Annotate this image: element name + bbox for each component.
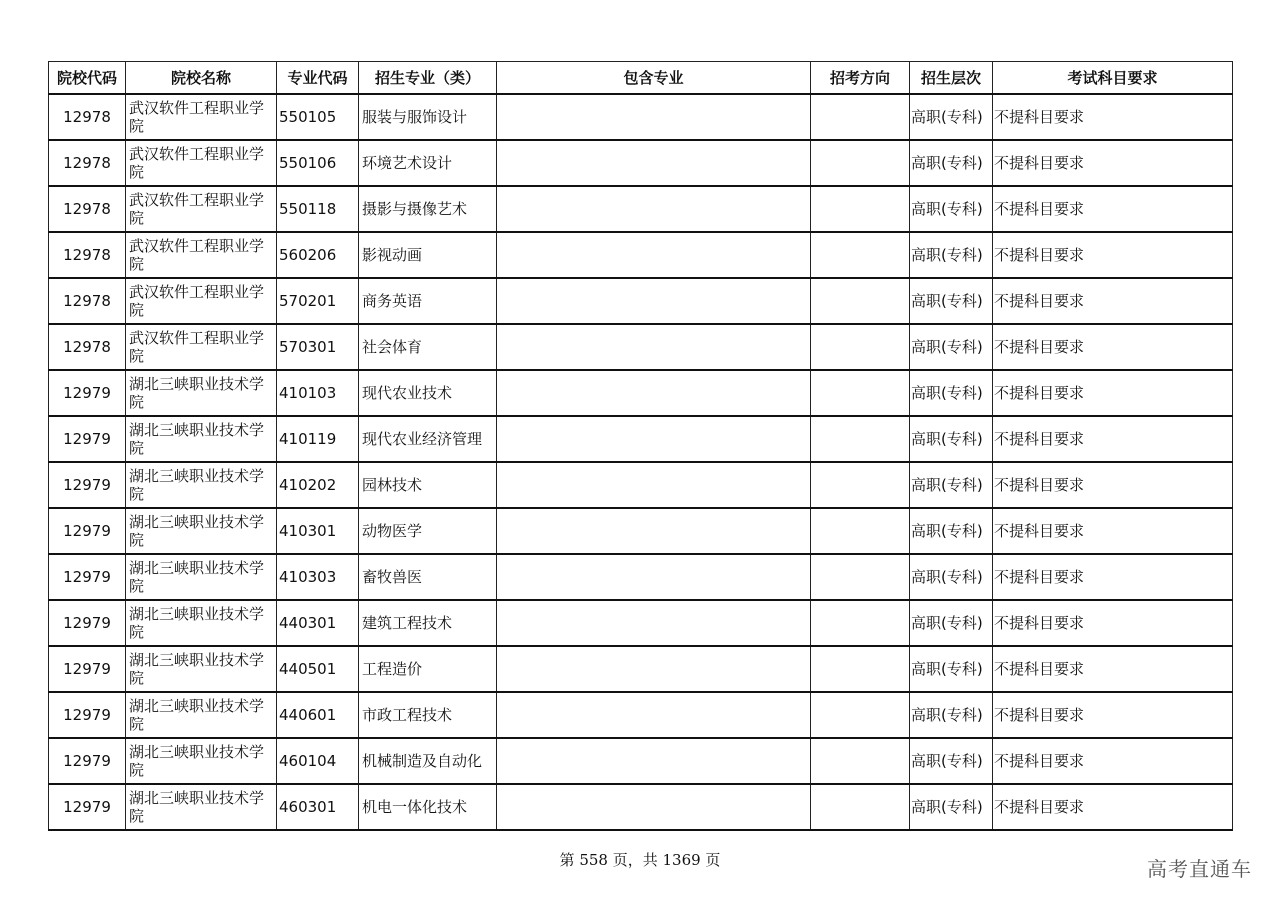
school-name-cell: 武汉软件工程职业学院 <box>126 94 277 140</box>
table-row <box>49 140 1233 186</box>
school-code-cell: 12979 <box>49 370 126 416</box>
subject-requirement-cell: 不提科目要求 <box>993 692 1233 738</box>
school-code-cell: 12979 <box>49 600 126 646</box>
major-name-cell: 现代农业技术 <box>359 370 497 416</box>
major-code-cell: 570301 <box>277 324 359 370</box>
header-level: 招生层次 <box>910 62 993 94</box>
table-row <box>49 370 1233 416</box>
major-name-cell: 影视动画 <box>359 232 497 278</box>
table-row <box>49 416 1233 462</box>
school-name-cell: 湖北三峡职业技术学院 <box>126 646 277 692</box>
major-code-cell: 410119 <box>277 416 359 462</box>
direction-cell <box>811 600 910 646</box>
level-cell: 高职(专科) <box>910 508 993 554</box>
school-code-cell: 12978 <box>49 94 126 140</box>
school-code-cell: 12979 <box>49 646 126 692</box>
school-code-cell: 12979 <box>49 416 126 462</box>
subject-requirement-cell: 不提科目要求 <box>993 232 1233 278</box>
direction-cell <box>811 94 910 140</box>
included-majors-cell <box>497 462 811 508</box>
included-majors-cell <box>497 94 811 140</box>
school-name-cell: 湖北三峡职业技术学院 <box>126 554 277 600</box>
included-majors-cell <box>497 600 811 646</box>
school-name-cell: 湖北三峡职业技术学院 <box>126 370 277 416</box>
school-code-cell: 12978 <box>49 140 126 186</box>
included-majors-cell <box>497 186 811 232</box>
major-name-cell: 环境艺术设计 <box>359 140 497 186</box>
level-cell: 高职(专科) <box>910 140 993 186</box>
major-name-cell: 市政工程技术 <box>359 692 497 738</box>
school-code-cell: 12979 <box>49 692 126 738</box>
included-majors-cell <box>497 416 811 462</box>
major-name-cell: 园林技术 <box>359 462 497 508</box>
table-row <box>49 278 1233 324</box>
enrollment-table <box>48 61 1233 831</box>
included-majors-cell <box>497 370 811 416</box>
table-header-row <box>49 62 1233 94</box>
subject-requirement-cell: 不提科目要求 <box>993 554 1233 600</box>
table-row <box>49 232 1233 278</box>
subject-requirement-cell: 不提科目要求 <box>993 324 1233 370</box>
school-code-cell: 12979 <box>49 554 126 600</box>
table-row <box>49 186 1233 232</box>
table-body <box>49 94 1233 830</box>
direction-cell <box>811 554 910 600</box>
table-row <box>49 462 1233 508</box>
school-code-cell: 12979 <box>49 508 126 554</box>
subject-requirement-cell: 不提科目要求 <box>993 140 1233 186</box>
level-cell: 高职(专科) <box>910 554 993 600</box>
school-name-cell: 湖北三峡职业技术学院 <box>126 738 277 784</box>
major-code-cell: 570201 <box>277 278 359 324</box>
level-cell: 高职(专科) <box>910 646 993 692</box>
major-code-cell: 410301 <box>277 508 359 554</box>
school-name-cell: 湖北三峡职业技术学院 <box>126 600 277 646</box>
direction-cell <box>811 462 910 508</box>
major-name-cell: 工程造价 <box>359 646 497 692</box>
included-majors-cell <box>497 692 811 738</box>
level-cell: 高职(专科) <box>910 370 993 416</box>
major-code-cell: 550105 <box>277 94 359 140</box>
included-majors-cell <box>497 324 811 370</box>
header-subject-requirement: 考试科目要求 <box>993 62 1233 94</box>
level-cell: 高职(专科) <box>910 324 993 370</box>
school-name-cell: 武汉软件工程职业学院 <box>126 140 277 186</box>
level-cell: 高职(专科) <box>910 784 993 830</box>
major-code-cell: 460104 <box>277 738 359 784</box>
major-code-cell: 410103 <box>277 370 359 416</box>
major-code-cell: 440301 <box>277 600 359 646</box>
header-major-code: 专业代码 <box>277 62 359 94</box>
major-name-cell: 动物医学 <box>359 508 497 554</box>
level-cell: 高职(专科) <box>910 738 993 784</box>
direction-cell <box>811 232 910 278</box>
school-name-cell: 湖北三峡职业技术学院 <box>126 784 277 830</box>
school-code-cell: 12978 <box>49 324 126 370</box>
header-direction: 招考方向 <box>811 62 910 94</box>
direction-cell <box>811 324 910 370</box>
school-code-cell: 12978 <box>49 232 126 278</box>
major-code-cell: 440501 <box>277 646 359 692</box>
header-included-majors: 包含专业 <box>497 62 811 94</box>
direction-cell <box>811 278 910 324</box>
major-code-cell: 460301 <box>277 784 359 830</box>
header-major-name: 招生专业（类） <box>359 62 497 94</box>
level-cell: 高职(专科) <box>910 462 993 508</box>
header-school-code: 院校代码 <box>49 62 126 94</box>
school-code-cell: 12978 <box>49 278 126 324</box>
school-code-cell: 12978 <box>49 186 126 232</box>
direction-cell <box>811 186 910 232</box>
direction-cell <box>811 416 910 462</box>
school-name-cell: 武汉软件工程职业学院 <box>126 324 277 370</box>
school-name-cell: 湖北三峡职业技术学院 <box>126 508 277 554</box>
school-name-cell: 武汉软件工程职业学院 <box>126 278 277 324</box>
direction-cell <box>811 784 910 830</box>
school-code-cell: 12979 <box>49 784 126 830</box>
school-name-cell: 武汉软件工程职业学院 <box>126 232 277 278</box>
major-name-cell: 建筑工程技术 <box>359 600 497 646</box>
major-code-cell: 440601 <box>277 692 359 738</box>
direction-cell <box>811 692 910 738</box>
major-name-cell: 机械制造及自动化 <box>359 738 497 784</box>
direction-cell <box>811 738 910 784</box>
school-name-cell: 武汉软件工程职业学院 <box>126 186 277 232</box>
included-majors-cell <box>497 278 811 324</box>
subject-requirement-cell: 不提科目要求 <box>993 600 1233 646</box>
level-cell: 高职(专科) <box>910 600 993 646</box>
level-cell: 高职(专科) <box>910 232 993 278</box>
subject-requirement-cell: 不提科目要求 <box>993 646 1233 692</box>
level-cell: 高职(专科) <box>910 278 993 324</box>
direction-cell <box>811 370 910 416</box>
level-cell: 高职(专科) <box>910 416 993 462</box>
school-name-cell: 湖北三峡职业技术学院 <box>126 462 277 508</box>
watermark-logo: 高考直通车 <box>1147 857 1252 881</box>
major-name-cell: 机电一体化技术 <box>359 784 497 830</box>
major-code-cell: 410303 <box>277 554 359 600</box>
school-name-cell: 湖北三峡职业技术学院 <box>126 692 277 738</box>
major-name-cell: 社会体育 <box>359 324 497 370</box>
table-row <box>49 554 1233 600</box>
included-majors-cell <box>497 554 811 600</box>
subject-requirement-cell: 不提科目要求 <box>993 186 1233 232</box>
table-row <box>49 692 1233 738</box>
major-name-cell: 摄影与摄像艺术 <box>359 186 497 232</box>
school-name-cell: 湖北三峡职业技术学院 <box>126 416 277 462</box>
table-row <box>49 324 1233 370</box>
subject-requirement-cell: 不提科目要求 <box>993 94 1233 140</box>
subject-requirement-cell: 不提科目要求 <box>993 278 1233 324</box>
level-cell: 高职(专科) <box>910 186 993 232</box>
major-name-cell: 现代农业经济管理 <box>359 416 497 462</box>
subject-requirement-cell: 不提科目要求 <box>993 462 1233 508</box>
subject-requirement-cell: 不提科目要求 <box>993 370 1233 416</box>
table-row <box>49 646 1233 692</box>
included-majors-cell <box>497 140 811 186</box>
direction-cell <box>811 508 910 554</box>
page-number: 第 558 页，共 1369 页 <box>559 851 721 869</box>
direction-cell <box>811 140 910 186</box>
major-name-cell: 商务英语 <box>359 278 497 324</box>
school-code-cell: 12979 <box>49 738 126 784</box>
subject-requirement-cell: 不提科目要求 <box>993 784 1233 830</box>
table-row <box>49 738 1233 784</box>
major-name-cell: 服装与服饰设计 <box>359 94 497 140</box>
major-name-cell: 畜牧兽医 <box>359 554 497 600</box>
direction-cell <box>811 646 910 692</box>
included-majors-cell <box>497 646 811 692</box>
included-majors-cell <box>497 232 811 278</box>
subject-requirement-cell: 不提科目要求 <box>993 738 1233 784</box>
major-code-cell: 550106 <box>277 140 359 186</box>
included-majors-cell <box>497 508 811 554</box>
level-cell: 高职(专科) <box>910 94 993 140</box>
subject-requirement-cell: 不提科目要求 <box>993 508 1233 554</box>
subject-requirement-cell: 不提科目要求 <box>993 416 1233 462</box>
level-cell: 高职(专科) <box>910 692 993 738</box>
major-code-cell: 550118 <box>277 186 359 232</box>
included-majors-cell <box>497 738 811 784</box>
major-code-cell: 410202 <box>277 462 359 508</box>
school-code-cell: 12979 <box>49 462 126 508</box>
table-row <box>49 94 1233 140</box>
major-code-cell: 560206 <box>277 232 359 278</box>
header-school-name: 院校名称 <box>126 62 277 94</box>
table-row <box>49 784 1233 830</box>
included-majors-cell <box>497 784 811 830</box>
table-row <box>49 600 1233 646</box>
table-row <box>49 508 1233 554</box>
